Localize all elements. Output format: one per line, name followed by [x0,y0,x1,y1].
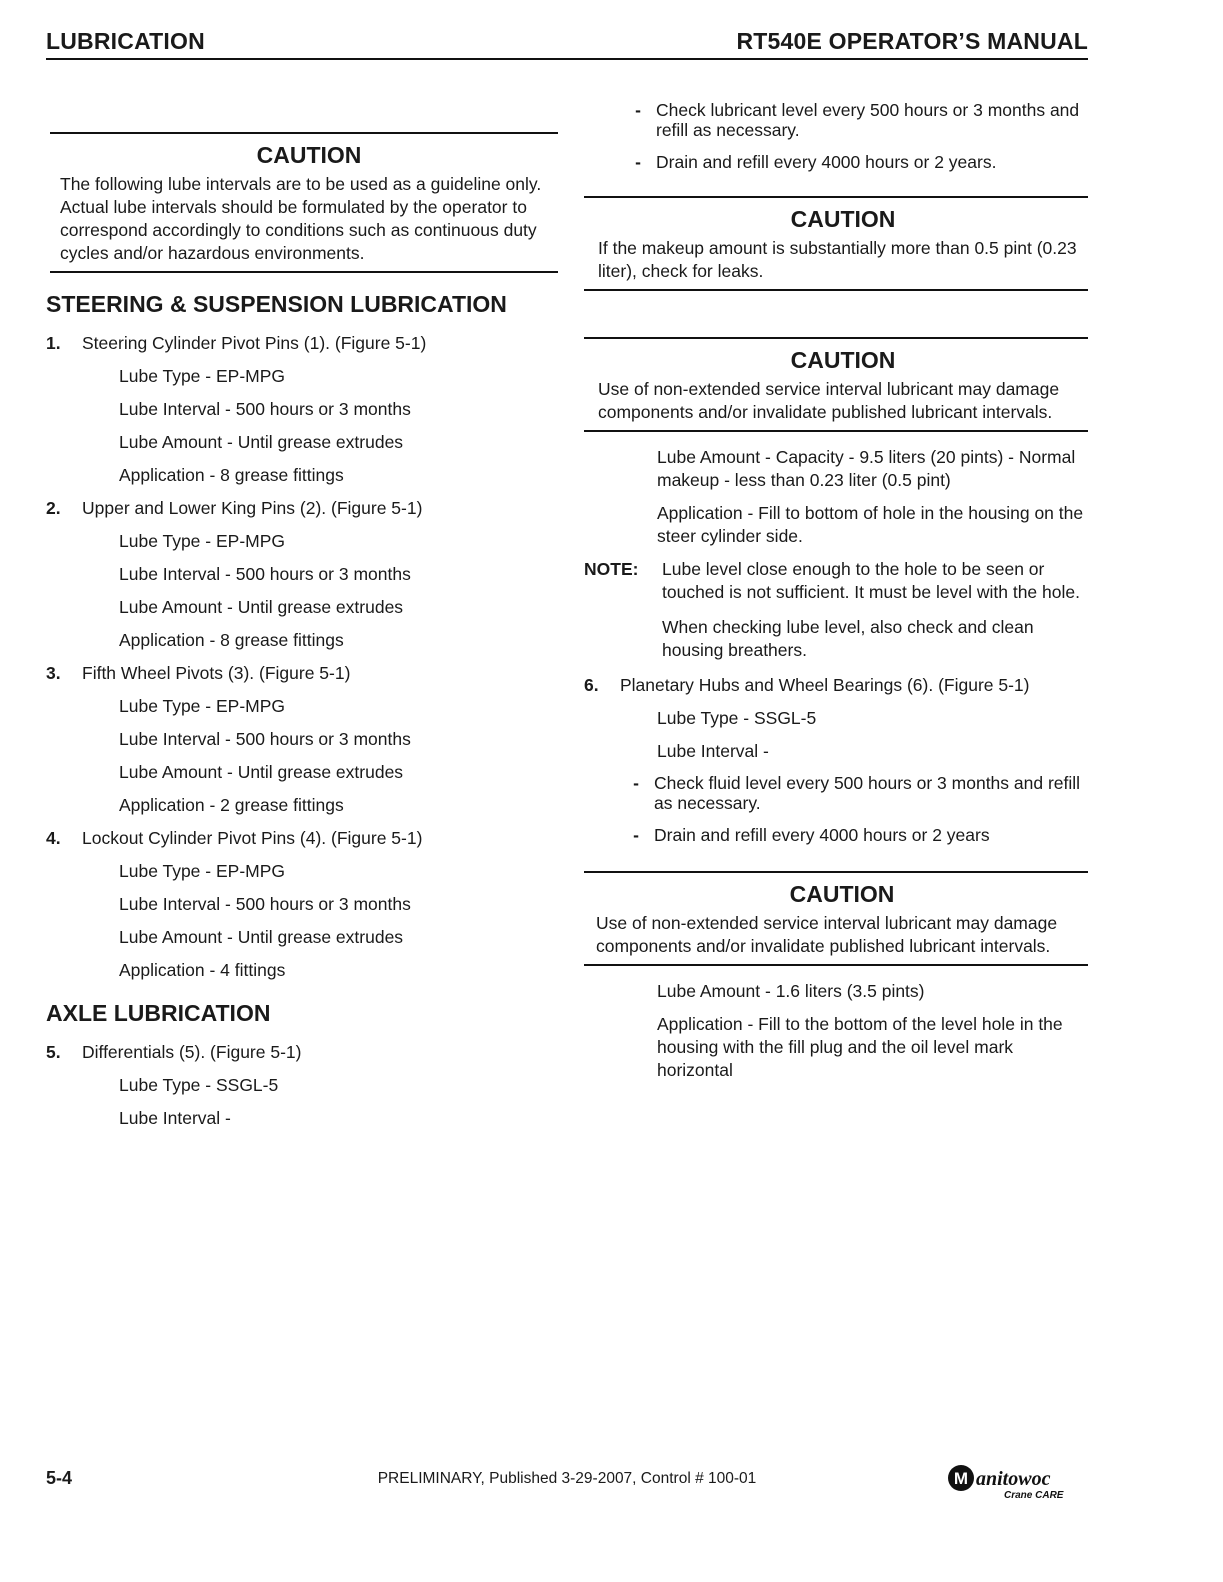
top-bullets: - Check lubricant level every 500 hours or 3 months and refill as necessary. - Drain and refill every 4000 hours or 2 years. [584,100,1088,172]
bullet-text: Drain and refill every 4000 hours or 2 years [654,825,990,845]
lube-amount: Lube Amount - Until grease extrudes [119,762,404,782]
lube-type: Lube Type - SSGL-5 [119,1075,279,1095]
lube-amount: Lube Amount - Until grease extrudes [119,432,404,452]
svg-text:Crane CARE: Crane CARE [1004,1490,1064,1501]
manitowoc-logo-icon [946,1460,1076,1502]
item-number: 3. [46,663,61,683]
steering-heading: STEERING & SUSPENSION LUBRICATION [46,291,507,317]
item-number: 2. [46,498,61,518]
lube-application: Application - Fill to bottom of hole in the housing on the steer cylinder side. [657,503,1084,546]
caution-title: CAUTION [790,347,896,373]
lube-type: Lube Type - EP-MPG [119,531,286,551]
item-title: Differentials (5). (Figure 5-1) [82,1042,302,1062]
lube-item-3 [46,662,558,817]
note-text: Lube level close enough to the hole to be seen or touched is not sufficient. It must be level with the hole. [662,559,1080,602]
lube-application: Application - 2 grease fittings [119,795,344,815]
lube-type: Lube Type - SSGL-5 [657,708,817,728]
lube-interval: Lube Interval - [119,1108,231,1128]
lube-item-2 [46,497,558,652]
lube-type: Lube Type - EP-MPG [119,696,286,716]
item-number: 4. [46,828,61,848]
note-text-2: When checking lube level, also check and clean housing breathers. [662,617,1034,660]
caution-box-lubricant [584,337,1088,432]
interval-bullets: - Check fluid level every 500 hours or 3 months and refill as necessary. - Drain and refill every 4000 hours or 2 years [584,773,1088,845]
caution-text: Use of non-extended service interval lubricant may damage components and/or invalidate published lubricant intervals. [598,379,1060,422]
page-header [46,26,1088,60]
lube-item-1 [46,332,558,487]
caution-text: The following lube intervals are to be used as a guideline only. Actual lube intervals should be formulated by the operator to correspond accordingly to conditions such as continuous duty cycles and/or hazardous environments. [60,174,542,263]
bullet-text: Check lubricant level every 500 hours or 3 months and refill as necessary. [656,100,1080,140]
manual-title: RT540E OPERATOR’S MANUAL [736,28,1088,54]
item-title: Lockout Cylinder Pivot Pins (4). (Figure 5-1) [82,828,423,848]
lube-amount: Lube Amount - Capacity - 9.5 liters (20 pints) - Normal makeup - less than 0.23 liter (0.5 pint) [657,447,1076,490]
caution-box-lubricant-2 [584,871,1088,966]
note [584,558,1088,604]
lube-item-5 [46,1041,558,1130]
lube-type: Lube Type - EP-MPG [119,861,286,881]
lube-item-4 [46,827,558,982]
item-number: 1. [46,333,61,353]
lube-interval: Lube Interval - 500 hours or 3 months [119,894,411,914]
caution-title: CAUTION [789,881,895,907]
item-title: Steering Cylinder Pivot Pins (1). (Figure 5-1) [82,333,427,353]
lube-interval: Lube Interval - 500 hours or 3 months [119,399,411,419]
item-title: Upper and Lower King Pins (2). (Figure 5-1) [82,498,423,518]
item-number: 6. [584,675,599,695]
lube-application: Application - Fill to the bottom of the level hole in the housing with the fill plug and the oil level mark horizontal [657,1014,1063,1080]
caution-box [50,132,558,273]
bullet-text: Drain and refill every 4000 hours or 2 years. [656,152,997,172]
publication-info: PRELIMINARY, Published 3-29-2007, Control # 100-01 [377,1470,757,1487]
item-title: Fifth Wheel Pivots (3). (Figure 5-1) [82,663,351,683]
svg-text:M: M [953,1469,969,1488]
bullet-text: Check fluid level every 500 hours or 3 months and refill as necessary. [654,773,1081,813]
lube-application: Application - 4 fittings [119,960,286,980]
note-label: NOTE: [584,559,639,579]
svg-text:anitowoc: anitowoc [976,1468,1051,1490]
lube-amount: Lube Amount - Until grease extrudes [119,597,404,617]
lube-interval: Lube Interval - 500 hours or 3 months [119,729,411,749]
caution-box-makeup [584,196,1088,291]
left-column [46,60,558,1140]
section-title: LUBRICATION [46,28,205,54]
item-number: 5. [46,1042,61,1062]
caution-title: CAUTION [256,142,362,168]
lube-amount: Lube Amount - Until grease extrudes [119,927,404,947]
page-footer [46,1460,1088,1500]
lube-application: Application - 8 grease fittings [119,465,344,485]
lube-amount: Lube Amount - 1.6 liters (3.5 pints) [657,981,925,1001]
lube-type: Lube Type - EP-MPG [119,366,286,386]
caution-text: Use of non-extended service interval lubricant may damage components and/or invalidate published lubricant intervals. [596,913,1058,956]
right-column [584,60,1088,1092]
lube-interval: Lube Interval - 500 hours or 3 months [119,564,411,584]
caution-text: If the makeup amount is substantially more than 0.5 pint (0.23 liter), check for leaks. [598,238,1077,281]
item-title: Planetary Hubs and Wheel Bearings (6). (Figure 5-1) [620,675,1030,695]
lube-item-6 [584,674,1088,845]
lube-interval: Lube Interval - [657,741,769,761]
axle-heading: AXLE LUBRICATION [46,1000,271,1026]
page-number: 5-4 [46,1468,73,1488]
lube-application: Application - 8 grease fittings [119,630,344,650]
caution-title: CAUTION [790,206,896,232]
